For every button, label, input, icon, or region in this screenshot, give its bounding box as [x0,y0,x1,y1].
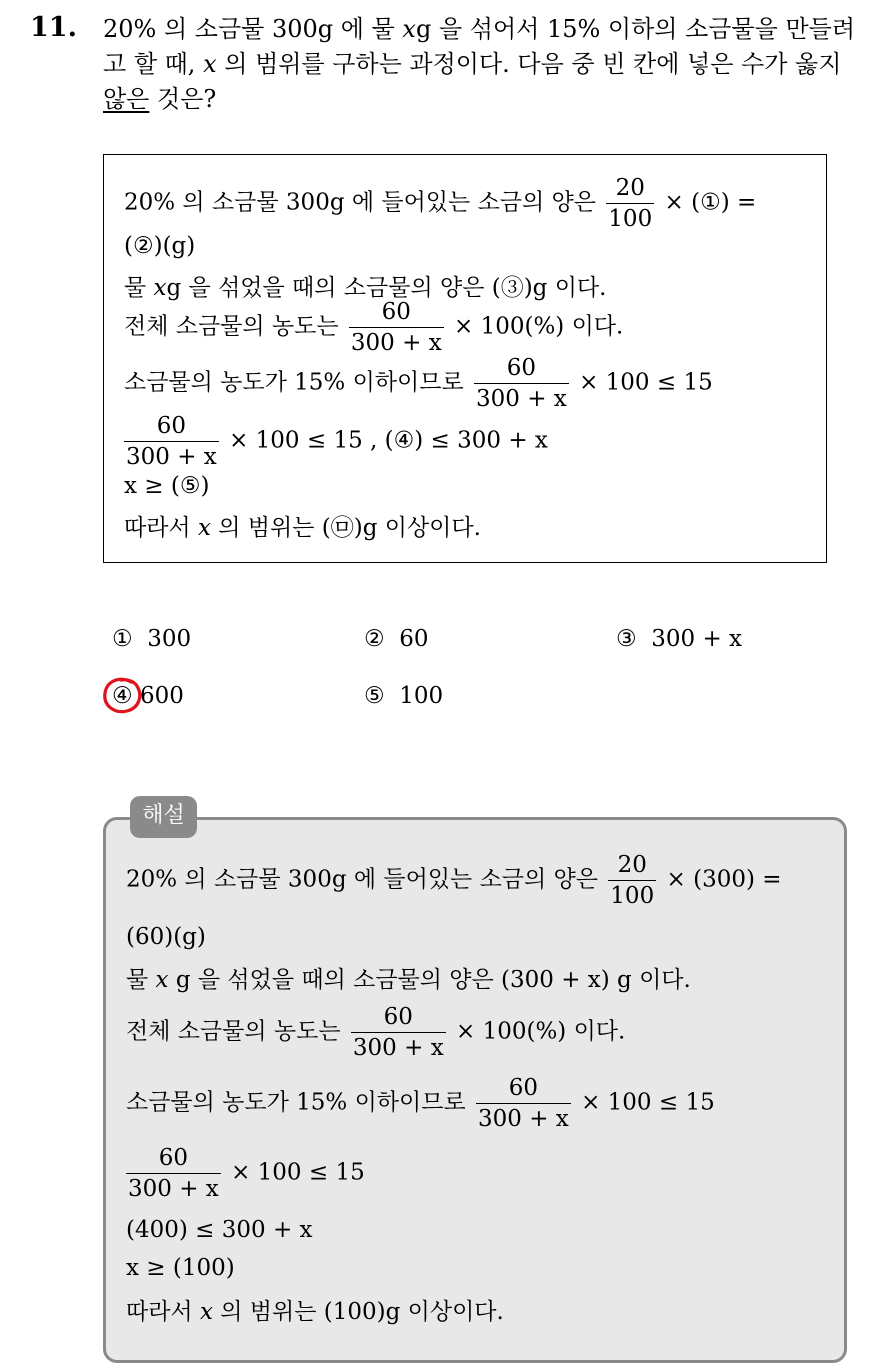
underlined-word: 않은 [103,85,150,113]
solution-line-6-post: × 100 ≤ 15 [231,1159,365,1186]
box-line-7: x ≥ (⑤) [124,473,210,499]
box-line-4-text: 전체 소금물의 농도는 [124,313,339,340]
box-line-4 [124,297,623,358]
solution-line-7: (400) ≤ 300 + x [126,1217,313,1243]
solution-line-5 [126,1073,715,1134]
solution-line-9-a: 따라서 [126,1299,200,1325]
solution-line-2: (60)(g) [126,924,206,950]
solution-line-4 [126,1002,625,1063]
fraction [474,353,569,414]
variable-x: x [155,967,169,993]
solution-line-6 [126,1143,365,1204]
box-line-1 [124,173,756,234]
box-line-6 [124,411,548,472]
variable-x: x [197,515,211,541]
solution-line-1 [126,850,782,911]
fraction-denominator: 300 + x [476,1103,571,1134]
fraction [124,411,219,472]
option-2-label: ② [364,626,385,652]
solution-line-1-post: × (300) = [666,866,782,893]
fraction-numerator: 60 [383,1004,413,1030]
option-2[interactable] [364,626,429,652]
box-line-1-text: 20% 의 소금물 300g 에 들어있는 소금의 양은 [124,189,596,216]
box-line-5 [124,353,713,414]
box-line-3-a: 물 [124,275,154,301]
solution-line-4-post: × 100(%) 이다. [455,1018,626,1045]
box-line-8-a: 따라서 [124,515,198,541]
solution-line-1-text: 20% 의 소금물 300g 에 들어있는 소금의 양은 [126,866,598,893]
box-line-2: (②)(g) [124,233,196,259]
fraction-denominator: 100 [608,880,656,911]
option-2-value: 60 [399,626,429,652]
solution-line-3-b: g 을 섞었을 때의 소금물의 양은 (300 + x) g 이다. [168,967,691,993]
solution-box [103,817,847,1363]
option-1-label: ① [112,626,133,652]
fraction-denominator: 300 + x [124,441,219,472]
fraction-denominator: 300 + x [126,1173,221,1204]
fraction [351,1002,446,1063]
problem-box [103,154,827,563]
solution-line-4-text: 전체 소금물의 농도는 [126,1018,341,1045]
question-text-3: 의 범위를 구하는 과정이다. 다음 중 빈 칸에 넣은 수가 옳지 [216,50,842,78]
fraction-numerator: 60 [508,1075,538,1101]
question-text-1: 20% 의 소금물 300g 에 물 [103,15,403,43]
fraction-numerator: 60 [156,413,187,439]
option-4-value: 600 [139,683,184,709]
question-text-4: 것은? [149,85,217,113]
box-line-5-text: 소금물의 농도가 15% 이하이므로 [124,369,464,396]
box-line-8-b: 의 범위는 (㉤)g 이상이다. [210,515,481,541]
fraction-denominator: 300 + x [474,383,569,414]
fraction-denominator: 100 [606,203,654,234]
option-1[interactable] [112,626,191,652]
box-line-6-post: × 100 ≤ 15 , (④) ≤ 300 + x [229,427,548,454]
variable-x: x [199,1299,213,1325]
box-line-8 [124,509,481,542]
fraction-numerator: 20 [617,852,647,878]
option-1-value: 300 [147,626,192,652]
option-5-label: ⑤ [364,683,385,709]
variable-x: x [402,15,416,43]
option-5-value: 100 [399,683,444,709]
variable-x: x [153,275,167,301]
variable-x: x [203,50,217,78]
fraction-numerator: 60 [158,1145,189,1171]
fraction [126,1143,221,1204]
box-line-4-post: × 100(%) 이다. [453,313,624,340]
solution-line-3-a: 물 [126,967,156,993]
box-line-3-b: g 을 섞었을 때의 소금물의 양은 (③)g 이다. [166,275,607,301]
question-number: 11. [30,12,77,43]
fraction [349,297,444,358]
fraction-numerator: 60 [506,355,536,381]
option-3-value: 300 + x [651,626,743,652]
fraction [608,850,656,911]
fraction-numerator: 60 [381,299,411,325]
question-text-2: g 을 섞어서 15% 이하의 소금물을 만들려고 할 때, [103,15,856,78]
fraction [606,173,654,234]
question-text [103,12,863,117]
fraction-denominator: 300 + x [351,1032,446,1063]
solution-line-8: x ≥ (100) [126,1255,235,1281]
option-3-label: ③ [616,626,637,652]
solution-line-9 [126,1293,504,1326]
solution-line-9-b: 의 범위는 (100)g 이상이다. [212,1299,504,1325]
solution-line-3 [126,961,691,994]
option-5[interactable] [364,683,443,709]
fraction [476,1073,571,1134]
solution-line-5-text: 소금물의 농도가 15% 이하이므로 [126,1089,466,1116]
answer-circle-mark-icon [101,676,145,716]
solution-line-5-post: × 100 ≤ 15 [581,1089,715,1116]
option-3[interactable] [616,626,742,652]
fraction-numerator: 20 [615,175,645,201]
solution-tag: 해설 [130,796,197,838]
fraction-denominator: 300 + x [349,327,444,358]
box-line-5-post: × 100 ≤ 15 [579,369,713,396]
option-4-label: ④ [112,683,133,709]
box-line-1-post: × (①) = [664,189,757,216]
